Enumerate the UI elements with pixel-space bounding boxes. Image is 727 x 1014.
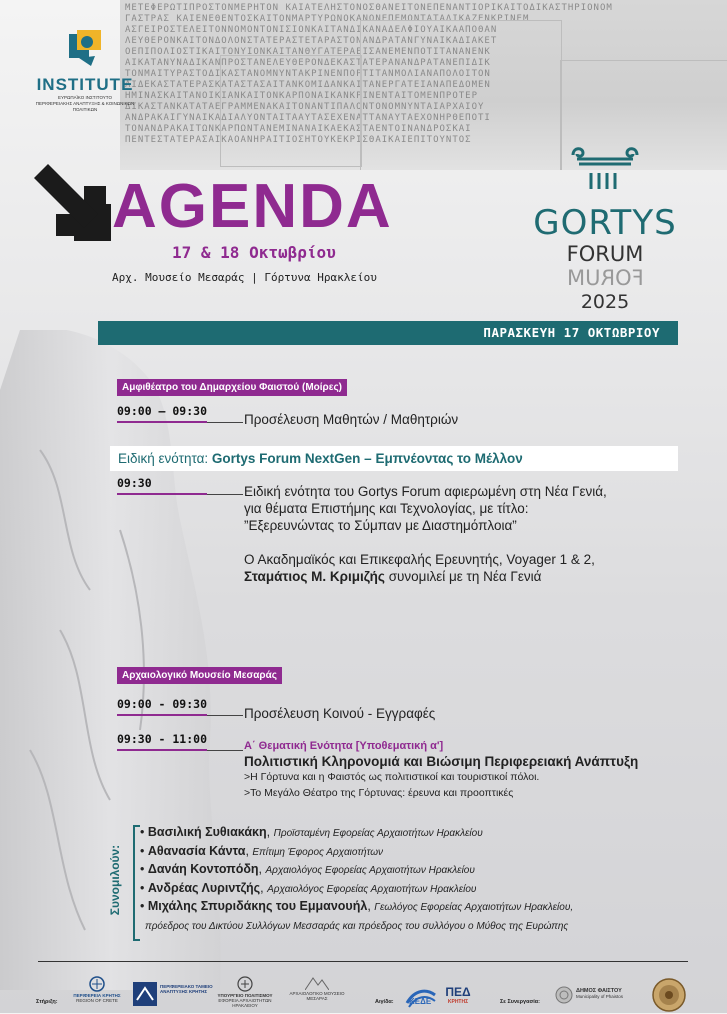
museum-messara-logo	[285, 976, 349, 1001]
speaker-role: Προϊσταμένη Εφορείας Αρχαιοτήτων Ηρακλείου	[273, 828, 483, 839]
day-banner: ΠΑΡΑΣΚΕΥΗ 17 ΟΚΤΩΒΡΙΟΥ	[98, 321, 678, 345]
event-venue: Αρχ. Μουσείο Μεσαράς | Γόρτυνα Ηρακλείου	[112, 271, 377, 284]
ministry-culture-logo	[215, 976, 275, 1008]
special-prefix: Ειδική ενότητα:	[118, 451, 212, 466]
event-dates: 17 & 18 Οκτωβρίου	[172, 243, 336, 262]
speaker-name: Μιχάλης Σπυριδάκης του Εμμανουήλ	[147, 899, 368, 913]
time-underline	[117, 421, 207, 423]
speaker-item: • Δανάη Κοντοπόδη, Αρχαιολόγος Εφορείας Αρχαιοτήτων Ηρακλείου	[140, 862, 475, 876]
gortys-forum-mirror: FORUM	[566, 266, 644, 290]
gortys-title: GORTYS	[533, 203, 677, 243]
support-label: Στήριξη:	[36, 999, 58, 1005]
slot2-line2: για θέματα Επιστήμης και Τεχνολογίας, με τίτλο:	[244, 501, 529, 516]
speaker-role: Γεωλόγος Εφορείας Αρχαιοτήτων Ηρακλείου,	[374, 902, 574, 913]
region-crete-sub: REGION OF CRETE	[76, 998, 118, 1003]
special-section-banner	[110, 446, 678, 471]
speaker-name: Ανδρέας Λυριντζής	[147, 880, 261, 895]
phaistos-sub: Municipality of Phaistos	[576, 994, 624, 999]
development-fund-logo	[133, 982, 223, 1006]
session-topic-2: >Το Μεγάλο Θέατρο της Γόρτυνας: έρευνα και προοπτικές	[244, 787, 514, 799]
speaker-role: Αρχαιολόγος Εφορείας Αρχαιοτήτων Ηρακλείου	[267, 883, 477, 895]
arrow-down-right-icon	[34, 164, 112, 242]
ministry-name: ΥΠΟΥΡΓΕΙΟ ΠΟΛΙΤΙΣΜΟΥ	[217, 993, 273, 998]
slot2-line5: συνομιλεί με τη Νέα Γενιά	[384, 569, 542, 584]
speakers-label	[100, 828, 130, 938]
ministry-sub: ΕΦΟΡΕΙΑ ΑΡΧΑΙΟΤΗΤΩΝ ΗΡΑΚΛΕΙΟΥ	[218, 998, 272, 1008]
speaker-name: Αθανασία Κάντα	[147, 843, 246, 858]
slot1-time: 09:00 – 09:30	[117, 404, 208, 418]
partner-label: Σε Συνεργασία:	[500, 999, 540, 1005]
special-title: Gortys Forum NextGen – Εμπνέοντας το Μέλλον	[211, 451, 523, 466]
time-underline	[117, 749, 207, 751]
slot2-time: 09:30	[117, 476, 152, 490]
speaker-item: • Αθανασία Κάντα, Επίτιμη Έφορος Αρχαιοτήτων	[140, 843, 383, 858]
slot2-speaker: Σταμάτιος Μ. Κριμιζής	[244, 569, 385, 584]
stone-inscription-background: ΜΕΤΕΦΕΡΩΤΙΠΡΟΣΤΟΝΜΕΡΗΤΟΝ ΚΑΙΑΤΕΛΗΣΤΟΝΟΣΘΑΝΕΙΤΟΝΕΠΕΝΑΝΤΙΟΡΙΚΑΙΤΟΔΙΚΑΣΤΗΡΙΟΝΟΜ ΓΑΣΤΡΑΣ ΚΑΙΕΝΕΘΕΝΤΟΣΚΑΙΤΟΝΜΑΡΤΥΡΩΝΟΚΑΝΟΝΕΠΕΜΟΝΤΑΤΑΔΙΚΑΖΕΝΚΡΙΝΕΜ ΑΣΓΕΙΡΟΣΤΕΛΕΙΤΟΝΝΟΜΟΝΤΟΝΙΣΙΟΝΚΑΙΤΑΝΔΙΚΑΝΑΔΕΛΦΙΟΥΑΙΚΑΑΠΟΘΑΝ ΛΕΥΘΕΡΟΝΚΑΙΤΟΝΔΟΛΟΝΣΤΑΤΕΡΑΣΤΕΤΑΡΑΣΤΟΝΑΝΔΡΑΤΑΝΓΥΝΑΙΚΑΔΙΑΚΕΤ ΟΕΠΙΠΟΛΙΟΣΤΙΚΑΙΤΟΝΥΙΟΝΚΑΙΤΑΝΘΥΓΑΤΕΡΑΕΙΣΑΝΕΜΕΝΠΟΤΙΤΑΝΑΝΕΝΚ ΑΙΚΑΤΑΝΥΝΑΔΙΚΑΝΠΡΟΣΤΑΝΕΛΕΥΘΕΡΟΝΔΕΚΑΣΤΑΤΕΡΑΝΑΝΔΡΑΤΑΝΕΠΙΔΙΚ ΤΟΝΜΑΙΤΥΡΑΣΤΟΔΙΚΑΣΤΑΝΟΜΝΥΝΤΑΚΡΙΝΕΝΠΟΡΤΙΤΑΝΜΟΛΙΑΝΑΠΟΛΟΙΤΟΝ ΑΙΔΕΚΑΣΤΑΤΕΡΑΣΚΑΤΑΣΤΑΣΑΙΤΑΝΚΟΜΙΔΑΝΚΑΙΤΑΝΕΡΓΑΤΕΙΑΝΑΠΕΔΟΜΕΝ ΗΜΙΝΑΣΚΑΙΤΑΝΟΙΚΙΑΝΚΑΙΤΟΝΚΑΡΠΟΝΑΙΚΑΝΚΡΙΝΕΝΤΑΙΤΟΜΕΝΠΡΟΤΕΡ ΔΙΚΑΣΤΑΝΚΑΤΑΤΑΕΓΡΑΜΜΕΝΑΚΑΙΤΟΝΑΝΤΙΠΑΛΟΝΤΟΝΟΜΝΥΝΤΑΙΑΡΧΑΙΟΥ ΑΝΔΡΑΚΑΙΓΥΝΑΙΚΑΔΙΑΛΥΟΝΤΑΙΤΑΑΥΤΑΣΕΧΕΝΑΤΤΑΝΑΥΤΑΕΧΟΝΗΡΘΕΠΟΤΙ ΤΟΝΑΝΔΡΑΚΑΙΤΩΝΚΑΡΠΩΝΤΑΝΕΜΙΝΑΝΑΙΚΑΕΚΑΣΤΑΕΝΤΟΙΝΑΝΔΡΟΣΚΑΙ ΠΕΝΤΕΣΤΑΤΕΡΑΣΑΙΚΑΟΑΝΗΡΑΙΤΙΟΣΗΤΟΥΚΕΚΡΙΣΘΑΙΚΑΙΕΠΙΤΟΥΝΤΟΣ	[120, 0, 727, 170]
slot2-speaker-line	[244, 568, 674, 585]
speaker-name: Βασιλική Συθιακάκη	[147, 825, 267, 839]
ped-logo	[442, 985, 474, 1009]
institute-logo	[30, 28, 140, 112]
session-title: Α΄ Θεματική Ενότητα [Υποθεματική α']	[244, 740, 444, 752]
kede-logo	[405, 985, 437, 1009]
museum-name: ΑΡΧΑΙΟΛΟΓΙΚΟ ΜΟΥΣΕΙΟ ΜΕΣΑΡΑΣ	[289, 991, 345, 1001]
speaker-name: Δανάη Κοντοπόδη	[147, 862, 259, 876]
ped-name: ΠΕΔ	[445, 985, 471, 999]
speaker-role-cont: πρόεδρος του Δικτύου Συλλόγων Μεσσαράς και πρόεδρος του συλλόγου ο Μύθος της Ευρώπης	[145, 920, 569, 932]
speaker-item: • Μιχάλης Σπυριδάκης του Εμμανουήλ, Γεωλόγος Εφορείας Αρχαιοτήτων Ηρακλείου,	[140, 899, 574, 913]
time-connector	[207, 750, 243, 751]
session-subject: Πολιτιστική Κληρονομιά και Βιώσιμη Περιφερειακή Ανάπτυξη	[244, 754, 639, 769]
venue-tag-2: Αρχαιολογικό Μουσείο Μεσαράς	[117, 667, 282, 684]
development-fund-icon	[133, 982, 157, 1006]
slot2-line1: Ειδική ενότητα του Gortys Forum αφιερωμένη στη Νέα Γενιά,	[244, 484, 607, 499]
slot2-line4: Ο Ακαδημαϊκός και Επικεφαλής Ερευνητής, Voyager 1 & 2,	[244, 552, 595, 567]
time-underline	[117, 714, 207, 716]
gortys-forum-text: FORUM	[566, 242, 644, 266]
time-connector	[207, 715, 243, 716]
gortys-forum-label	[530, 242, 680, 290]
session-topic-1: >Η Γόρτυνα και η Φαιστός ως πολιτιστικοί και τουριστικοί πόλοι.	[244, 771, 540, 783]
time-underline	[117, 493, 207, 495]
column-capital-icon	[565, 145, 645, 195]
speakers-label-text: Συνομιλούν:	[108, 844, 122, 916]
gortys-forum-logo	[530, 145, 680, 320]
region-crete-logo	[67, 976, 127, 1003]
sponsor-label: Αιγίδα:	[375, 999, 394, 1005]
venue-tag-1: Αμφιθέατρο του Δημαρχείου Φαιστού (Μοίρες)	[117, 379, 347, 396]
time-connector	[207, 494, 243, 495]
institute-subtitle-1: ΕΥΡΩΠΑΪΚΟ ΙΝΣΤΙΤΟΥΤΟ	[58, 95, 112, 100]
institute-emblem-icon	[65, 28, 105, 68]
slot2-line3: ”Εξερευνώντας το Σύμπαν με Διαστημόπλοια”	[244, 518, 517, 533]
gortys-year: 2025	[580, 291, 630, 313]
speaker-role: Επίτιμη Έφορος Αρχαιοτήτων	[252, 846, 383, 858]
kede-name: ΚΕΔΕ	[409, 997, 432, 1006]
phaistos-disc-icon	[555, 986, 573, 1004]
s2-slot2-time: 09:30 - 11:00	[117, 732, 208, 746]
development-fund-name: ΠΕΡΙΦΕΡΕΙΑΚΟ ΤΑΜΕΙΟ ΑΝΑΠΤΥΞΗΣ ΚΡΗΤΗΣ	[160, 984, 213, 994]
slot1-desc: Προσέλευση Μαθητών / Μαθητριών	[244, 412, 459, 427]
phaistos-municipality-logo	[555, 986, 640, 1004]
speaker-item: • Βασιλική Συθιακάκη, Προϊσταμένη Εφορείας Αρχαιοτήτων Ηρακλείου	[140, 825, 483, 839]
s2-slot1-desc: Προσέλευση Κοινού - Εγγραφές	[244, 706, 436, 721]
seal-icon	[650, 978, 688, 1012]
institute-subtitle-2: ΠΕΡΙΦΕΡΕΙΑΚΗΣ ΑΝΑΠΤΥΞΗΣ & ΚΟΙΝΩΝΙΚΩΝ ΠΟΛΙΤΙΚΩΝ	[35, 101, 135, 112]
region-crete-emblem-icon	[89, 976, 105, 992]
speakers-bracket	[133, 825, 140, 941]
institute-name: INSTITUTE	[36, 75, 134, 94]
museum-mountains-icon	[305, 976, 329, 990]
region-crete-name: ΠΕΡΙΦΕΡΕΙΑ ΚΡΗΤΗΣ	[73, 993, 121, 998]
time-connector	[207, 422, 243, 423]
phaistos-name: ΔΗΜΟΣ ΦΑΙΣΤΟΥ	[576, 988, 622, 994]
s2-slot2-block	[244, 740, 684, 801]
footer-divider	[38, 961, 688, 962]
agenda-title: AGENDA	[112, 172, 393, 241]
ped-sub: ΚΡΗΤΗΣ	[447, 999, 469, 1005]
speakers-list	[140, 824, 700, 935]
slot2-desc	[244, 483, 674, 585]
speaker-item: • Ανδρέας Λυριντζής, Αρχαιολόγος Εφορείας Αρχαιοτήτων Ηρακλείου	[140, 880, 477, 895]
speaker-item-cont	[140, 917, 700, 936]
s2-slot1-time: 09:00 - 09:30	[117, 697, 208, 711]
ministry-emblem-icon	[237, 976, 253, 992]
speaker-role: Αρχαιολόγος Εφορείας Αρχαιοτήτων Ηρακλείου	[265, 865, 475, 876]
